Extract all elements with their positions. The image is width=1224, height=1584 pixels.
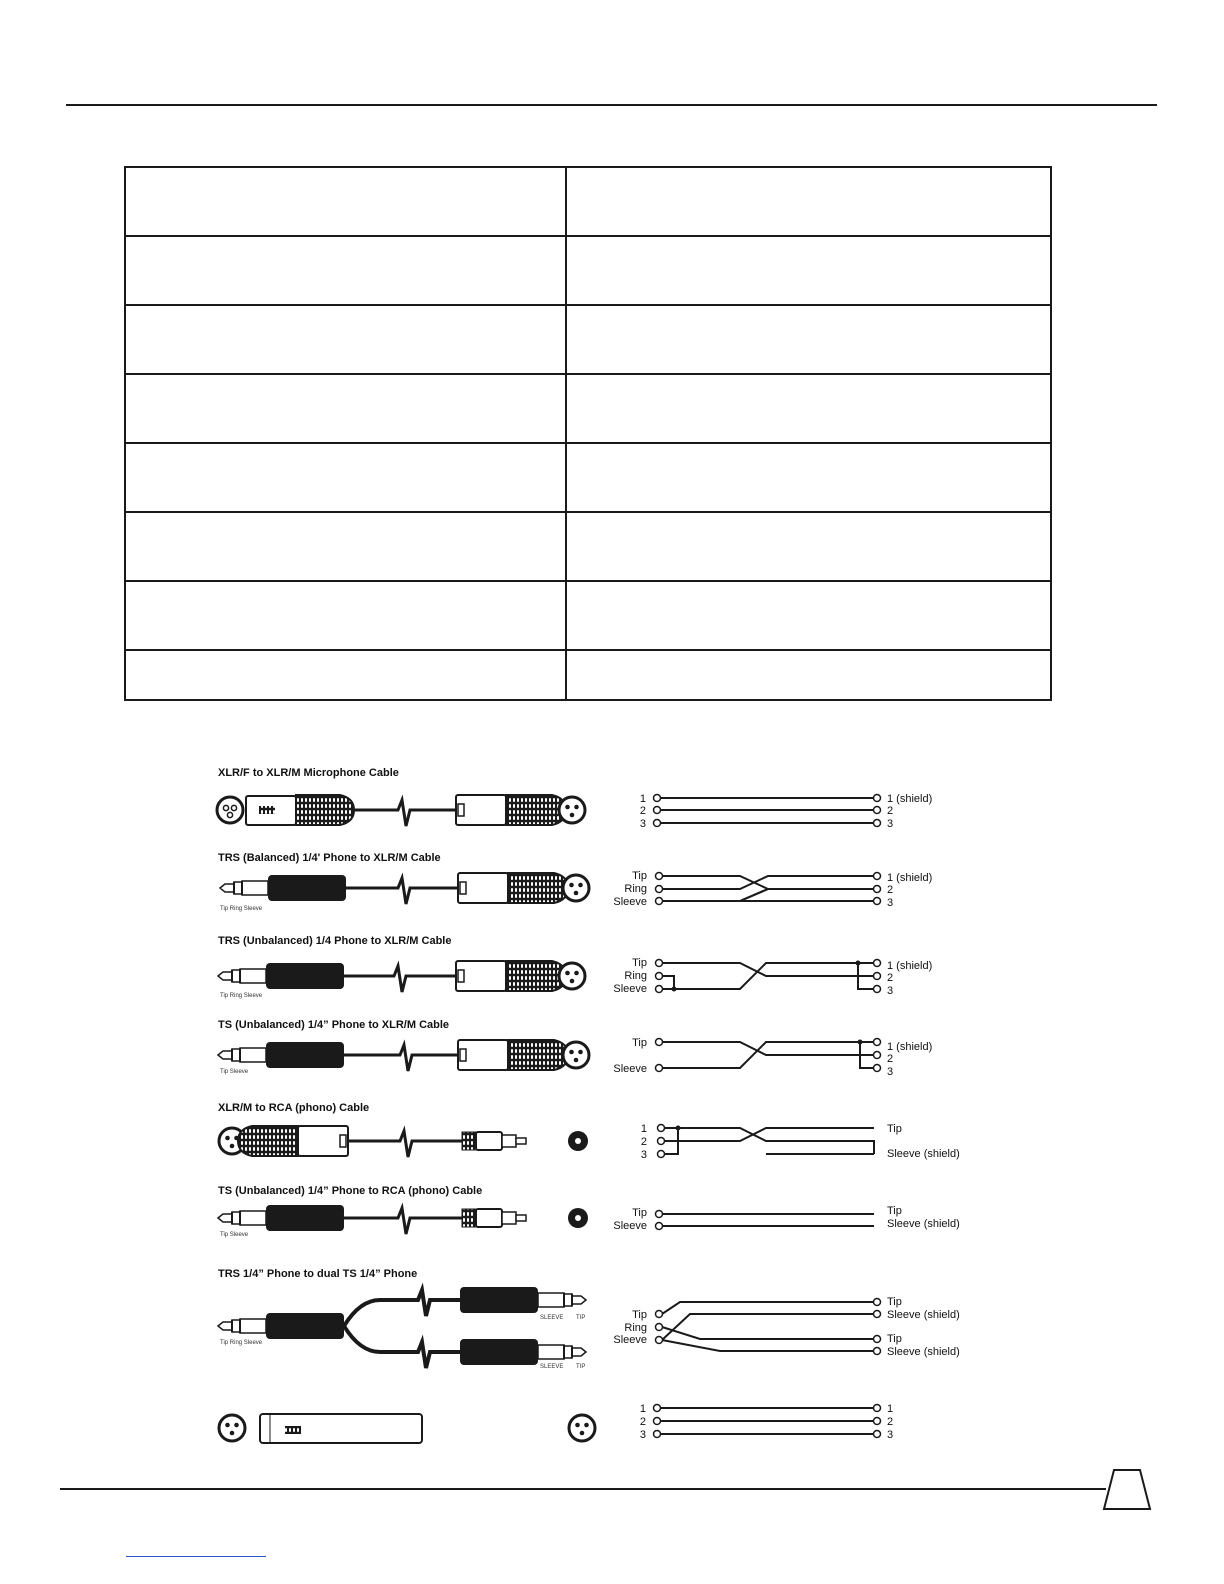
plug-label: Tip Ring Sleeve (220, 1340, 263, 1346)
pin-label: Ring (624, 1322, 647, 1334)
xlr-face-icon (217, 797, 243, 823)
cable-illustration-4 (218, 1040, 589, 1075)
pin-label: 2 (639, 1416, 646, 1428)
pin-label: Sleeve (613, 983, 647, 995)
cable-illustration-1 (217, 795, 585, 826)
cable-illustration-5 (219, 1126, 588, 1157)
cable-illustration-8 (219, 1414, 595, 1443)
pin-label: Ring (624, 883, 647, 895)
pin-label: Tip (632, 1309, 647, 1321)
pin-label: 1 (640, 1123, 647, 1135)
pin-label: 1 (639, 793, 646, 805)
pin-label: 1 (shield) (887, 1041, 933, 1053)
pin-label: 3 (887, 1066, 894, 1078)
pin-label: 2 (887, 972, 894, 984)
cable-title-ts-rca: TS (Unbalanced) 1/4” Phone to RCA (phono) Cable (218, 1185, 483, 1197)
pin-label: 2 (887, 805, 894, 817)
plug-label: Tip Sleeve (220, 1232, 249, 1238)
page-tab-icon (1104, 1470, 1150, 1509)
cable-title-xlr-rca: XLR/M to RCA (phono) Cable (218, 1102, 370, 1114)
pin-label: Sleeve (613, 1220, 647, 1232)
pin-label: Sleeve (shield) (887, 1309, 960, 1321)
pin-label: Tip (632, 870, 647, 882)
pin-label: Sleeve (613, 1063, 647, 1075)
pin-label: 1 (639, 1403, 646, 1415)
plug-label: Tip Sleeve (220, 1069, 249, 1075)
pin-label: Tip (887, 1296, 902, 1308)
xlr-face-icon (563, 1042, 589, 1068)
pin-label: Tip (632, 1207, 647, 1219)
xlr-face-icon (563, 875, 589, 901)
pin-label: Tip (632, 1037, 647, 1049)
cable-illustration-2 (220, 873, 589, 912)
pin-label: 3 (887, 897, 894, 909)
cable-illustration-3 (218, 961, 585, 999)
pin-label: 1 (shield) (887, 872, 933, 884)
rca-face-icon (568, 1131, 588, 1151)
cable-title-ts-xlr: TS (Unbalanced) 1/4” Phone to XLR/M Cable (218, 1019, 450, 1031)
junction-dots (672, 961, 863, 1131)
pin-label: Sleeve (shield) (887, 1346, 960, 1358)
pin-label: 2 (887, 884, 894, 896)
plug-label: Tip Ring Sleeve (220, 993, 263, 999)
pin-label: Tip (632, 957, 647, 969)
cable-title-xlr-xlr: XLR/F to XLR/M Microphone Cable (218, 767, 399, 779)
rca-face-icon (568, 1208, 588, 1228)
cable-title-trs-dual-ts: TRS 1/4” Phone to dual TS 1/4” Phone (218, 1268, 418, 1280)
pin-labels (613, 793, 959, 1441)
pin-label: 1 (shield) (887, 960, 933, 972)
plug-label: Tip Ring Sleeve (220, 906, 263, 912)
xlr-face-icon (559, 963, 585, 989)
pin-label: Sleeve (613, 1334, 647, 1346)
pin-label: Sleeve (shield) (887, 1218, 960, 1230)
pin-label: Tip (887, 1205, 902, 1217)
pin-label: Sleeve (613, 896, 647, 908)
cable-illustration-6 (218, 1205, 588, 1238)
pin-label: 1 (shield) (887, 793, 933, 805)
xlr-face-icon (559, 797, 585, 823)
pin-label: 3 (887, 985, 894, 997)
pin-label: Tip (887, 1333, 902, 1345)
pin-label: Sleeve (shield) (887, 1148, 960, 1160)
pin-label: 3 (640, 1149, 647, 1161)
xlr-face-icon (219, 1415, 245, 1441)
footer-link-underline[interactable] (126, 1556, 266, 1557)
pin-label: 2 (887, 1053, 894, 1065)
plug-label: TIP (576, 1364, 586, 1370)
cable-title-trs-unbal-xlr: TRS (Unbalanced) 1/4 Phone to XLR/M Cable (218, 935, 452, 947)
plug-label: SLEEVE (540, 1364, 564, 1370)
xlr-face-icon (569, 1415, 595, 1441)
pin-label: 1 (887, 1403, 894, 1415)
plug-label: SLEEVE (540, 1315, 564, 1321)
terminals (654, 795, 881, 1438)
pin-label: Tip (887, 1123, 902, 1135)
wiring-schematics (660, 798, 874, 1434)
pin-label: 2 (640, 1136, 647, 1148)
pin-label: 3 (639, 818, 646, 830)
plug-label: TIP (576, 1315, 586, 1321)
pin-label: 3 (887, 1429, 894, 1441)
pin-label: 2 (887, 1416, 894, 1428)
pin-label: 2 (639, 805, 646, 817)
pin-label: 3 (887, 818, 894, 830)
cable-illustration-7 (218, 1287, 586, 1370)
cable-title-trs-bal-xlr: TRS (Balanced) 1/4' Phone to XLR/M Cable (218, 852, 441, 864)
pin-label: Ring (624, 970, 647, 982)
pin-label: 3 (639, 1429, 646, 1441)
